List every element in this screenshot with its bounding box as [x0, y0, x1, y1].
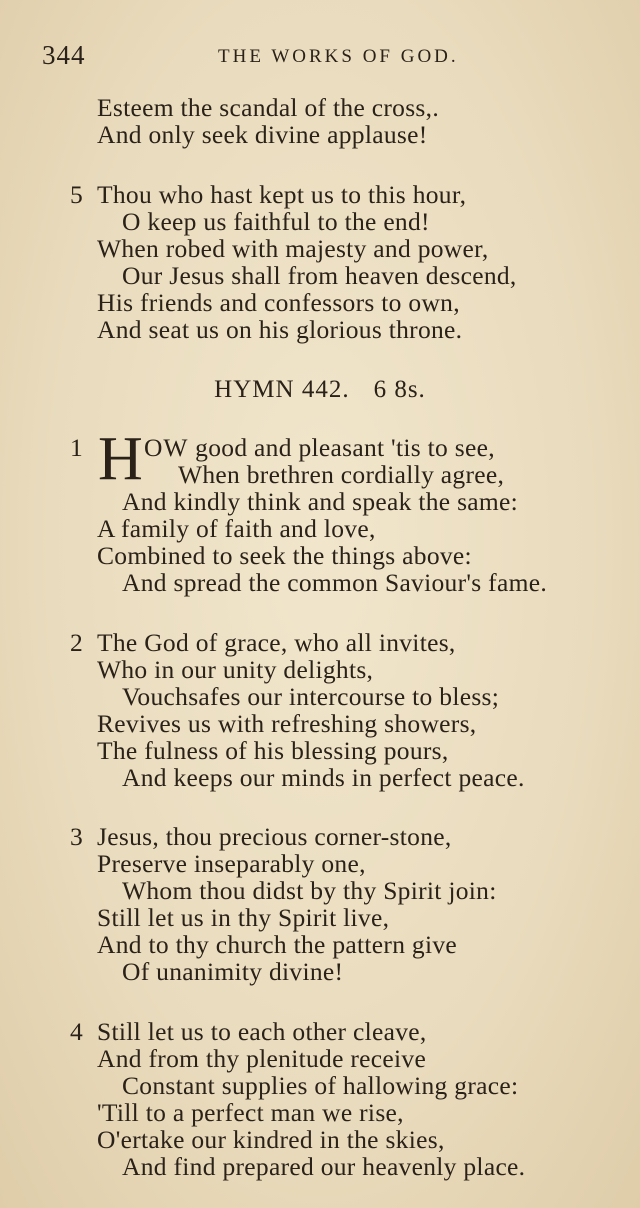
verse-line: Thou who hast kept us to this hour, [97, 180, 467, 209]
verse-line: And seat us on his glorious throne. [97, 315, 463, 344]
verse-line: And spread the common Saviour's fame. [122, 568, 548, 597]
verse-line: When robed with majesty and power, [97, 234, 489, 263]
verse-line: And only seek divine applause! [97, 120, 428, 149]
stanza-number: 3 [70, 822, 83, 851]
verse-line: Jesus, thou precious corner-stone, [97, 822, 452, 851]
verse-line: Still let us in thy Spirit live, [97, 903, 390, 932]
verse-line: Preserve inseparably one, [97, 849, 366, 878]
verse-line: Esteem the scandal of the cross,. [97, 93, 439, 122]
verse-line: And to thy church the pattern give [97, 930, 458, 959]
verse-line: And kindly think and speak the same: [122, 487, 519, 516]
verse-line: The fulness of his blessing pours, [97, 736, 449, 765]
stanza-number: 5 [70, 180, 83, 209]
page-header [42, 40, 600, 76]
verse-line: Combined to seek the things above: [97, 541, 472, 570]
page-number: 344 [42, 40, 86, 70]
hymn-meter: 6 8s. [373, 376, 426, 403]
running-head: THE WORKS OF GOD. [218, 46, 459, 67]
verse-line: O keep us faithful to the end! [122, 207, 430, 236]
first-word-caps: OW [144, 433, 189, 462]
verse-line: Our Jesus shall from heaven descend, [122, 261, 517, 290]
verse-line-text: good and pleasant 'tis to see, [195, 433, 495, 462]
drop-cap: H [98, 425, 143, 493]
stanza-number: 1 [70, 433, 83, 462]
verse-line: Of unanimity divine! [122, 957, 344, 986]
verse-line: And keeps our minds in perfect peace. [122, 763, 525, 792]
verse-line: Still let us to each other cleave, [97, 1017, 427, 1046]
verse-line: His friends and confessors to own, [97, 288, 460, 317]
verse-line: And from thy plenitude receive [97, 1044, 427, 1073]
verse-line: Vouchsafes our intercourse to bless; [122, 682, 500, 711]
verse-line: Constant supplies of hallowing grace: [122, 1071, 519, 1100]
stanza-number: 4 [70, 1017, 83, 1046]
verse-line: A family of faith and love, [97, 514, 376, 543]
stanza-number: 2 [70, 628, 83, 657]
hymn-title [0, 376, 640, 404]
verse-line: O'ertake our kindred in the skies, [97, 1125, 445, 1154]
verse-line: Revives us with refreshing showers, [97, 709, 477, 738]
verse-line [144, 435, 495, 461]
verse-line: The God of grace, who all invites, [97, 628, 456, 657]
verse-line: And find prepared our heavenly place. [122, 1152, 526, 1181]
hymn-number: HYMN 442. [214, 376, 350, 403]
verse-line: Whom thou didst by thy Spirit join: [122, 876, 497, 905]
verse-line: 'Till to a perfect man we rise, [97, 1098, 404, 1127]
verse-line: When brethren cordially agree, [178, 460, 505, 489]
verse-line: Who in our unity delights, [97, 655, 374, 684]
